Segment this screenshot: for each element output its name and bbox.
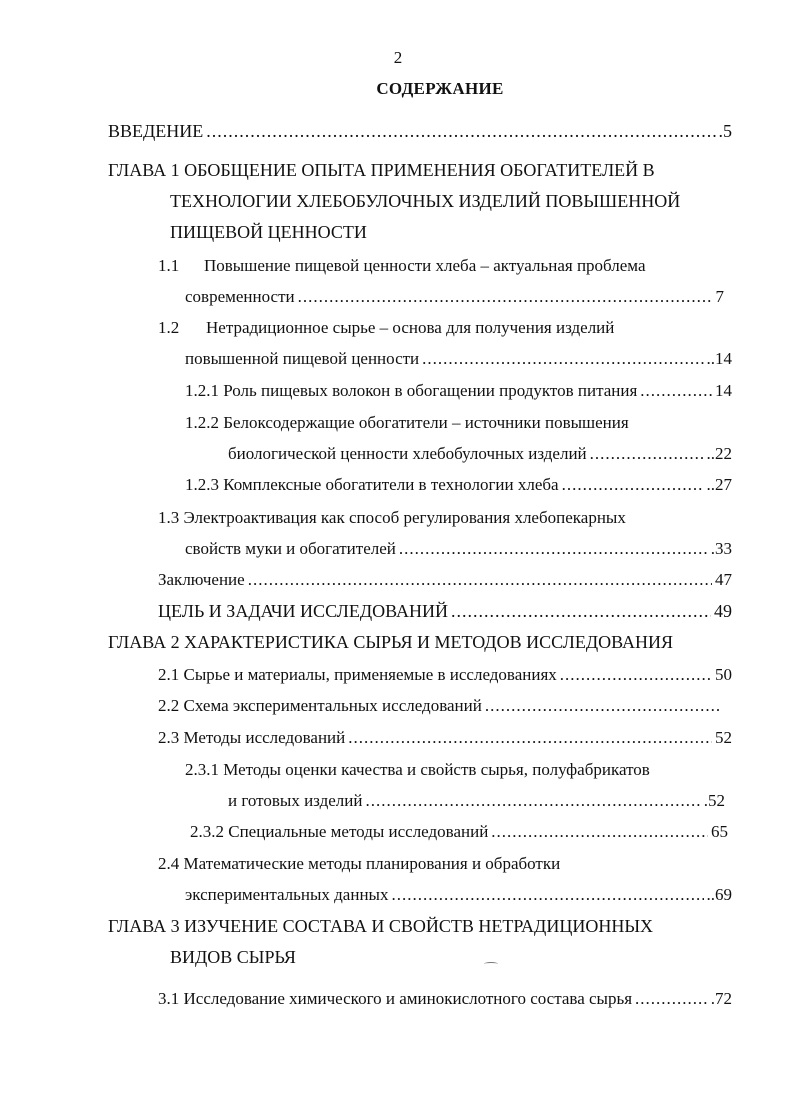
toc-page: 49 bbox=[714, 601, 732, 621]
toc-2-3-2[interactable]: 2.3.2 Специальные методы исследований ..... 65 bbox=[190, 821, 728, 843]
leader-dots bbox=[451, 600, 711, 622]
toc-page: ..22 bbox=[706, 444, 732, 463]
toc-1-3-line1[interactable]: 1.3 Электроактивация как способ регулирования хлебопекарных bbox=[158, 508, 626, 527]
toc-2-3[interactable]: 2.3 Методы исследований ..... 52 bbox=[158, 727, 732, 749]
toc-3-1[interactable]: 3.1 Исследование химического и аминокислотного состава сырья ..... .72 bbox=[158, 988, 732, 1010]
toc-2-4-line2[interactable]: экспериментальных данных ..... ..69 bbox=[185, 884, 732, 906]
toc-1-2-number: 1.2 bbox=[158, 318, 180, 337]
toc-page: 7 bbox=[715, 287, 724, 306]
leader-dots bbox=[562, 474, 704, 496]
toc-2-4-line1[interactable]: 2.4 Математические методы планирования и обработки bbox=[158, 854, 561, 873]
toc-page: 47 bbox=[715, 570, 732, 589]
scan-mark bbox=[484, 962, 498, 966]
toc-page: .33 bbox=[710, 539, 732, 558]
toc-page: 65 bbox=[711, 822, 728, 841]
toc-goals[interactable]: ЦЕЛЬ И ЗАДАЧИ ИССЛЕДОВАНИЙ ..... 49 bbox=[158, 600, 732, 622]
toc-page: 50 bbox=[715, 665, 732, 684]
toc-1-2-line2[interactable]: повышенной пищевой ценности ..... ..14 bbox=[185, 348, 732, 370]
toc-1-2-2-line2[interactable]: биологической ценности хлебобулочных изделий ..... ..22 bbox=[228, 443, 732, 465]
toc-page: ..69 bbox=[706, 885, 732, 904]
toc-chapter-1-line2: ТЕХНОЛОГИИ ХЛЕБОБУЛОЧНЫХ ИЗДЕЛИЙ ПОВЫШЕННОЙ bbox=[170, 191, 681, 211]
leader-dots bbox=[206, 120, 715, 142]
leader-dots bbox=[365, 790, 700, 812]
leader-dots bbox=[422, 348, 703, 370]
leader-dots bbox=[298, 286, 713, 308]
leader-dots bbox=[391, 884, 703, 906]
toc-1-1-line1[interactable]: Повышение пищевой ценности хлеба – актуальная проблема bbox=[204, 256, 646, 275]
toc-conclusion[interactable]: Заключение ..... 47 bbox=[158, 569, 732, 591]
toc-chapter-3-line2: ВИДОВ СЫРЬЯ bbox=[170, 947, 296, 967]
toc-chapter-1-line1[interactable]: ГЛАВА 1 ОБОБЩЕНИЕ ОПЫТА ПРИМЕНЕНИЯ ОБОГАТИТЕЛЕЙ В bbox=[108, 160, 655, 180]
toc-1-2-2-line1[interactable]: 1.2.2 Белоксодержащие обогатители – источники повышения bbox=[185, 413, 629, 432]
toc-page: .52 bbox=[703, 791, 725, 810]
toc-2-2[interactable]: 2.2 Схема экспериментальных исследований ..... bbox=[158, 695, 724, 717]
toc-page: ..27 bbox=[706, 475, 732, 494]
toc-chapter-1-line3: ПИЩЕВОЙ ЦЕННОСТИ bbox=[170, 222, 367, 242]
toc-2-3-1-line2[interactable]: и готовых изделий ..... .52 bbox=[228, 790, 725, 812]
toc-1-3-line2[interactable]: свойств муки и обогатителей ..... .33 bbox=[185, 538, 732, 560]
toc-page: .5 bbox=[718, 121, 732, 141]
leader-dots bbox=[248, 569, 712, 591]
leader-dots bbox=[635, 988, 708, 1010]
toc-2-1[interactable]: 2.1 Сырье и материалы, применяемые в исследованиях ..... 50 bbox=[158, 664, 732, 686]
toc-1-1-number: 1.1 bbox=[158, 256, 180, 275]
leader-dots bbox=[560, 664, 712, 686]
toc-page: .72 bbox=[710, 989, 732, 1008]
toc-page: ..14 bbox=[706, 349, 732, 368]
toc-chapter-3-line1[interactable]: ГЛАВА 3 ИЗУЧЕНИЕ СОСТАВА И СВОЙСТВ НЕТРАДИЦИОННЫХ bbox=[108, 916, 654, 936]
leader-dots bbox=[640, 380, 712, 402]
toc-page: 52 bbox=[715, 728, 732, 747]
toc-1-2-line1[interactable]: Нетрадиционное сырье – основа для получения изделий bbox=[206, 318, 615, 337]
toc-1-1-line2[interactable]: современности ..... 7 bbox=[185, 286, 724, 308]
toc-chapter-2[interactable]: ГЛАВА 2 ХАРАКТЕРИСТИКА СЫРЬЯ И МЕТОДОВ ИССЛЕДОВАНИЯ bbox=[108, 632, 674, 652]
leader-dots bbox=[399, 538, 708, 560]
leader-dots bbox=[590, 443, 704, 465]
leader-dots bbox=[348, 727, 712, 749]
toc-2-3-1-line1[interactable]: 2.3.1 Методы оценки качества и свойств сырья, полуфабрикатов bbox=[185, 760, 650, 779]
page-number: 2 bbox=[393, 48, 403, 67]
toc-1-2-1[interactable]: 1.2.1 Роль пищевых волокон в обогащении продуктов питания ..... 14 bbox=[185, 380, 732, 402]
page-title: СОДЕРЖАНИЕ bbox=[376, 79, 504, 98]
toc-page: 14 bbox=[715, 381, 732, 400]
leader-dots bbox=[491, 821, 708, 843]
toc-1-2-3[interactable]: 1.2.3 Комплексные обогатители в технологии хлеба ..... ..27 bbox=[185, 474, 732, 496]
leader-dots bbox=[485, 695, 721, 717]
toc-entry-intro[interactable]: ВВЕДЕНИЕ ..... .5 bbox=[108, 120, 732, 142]
